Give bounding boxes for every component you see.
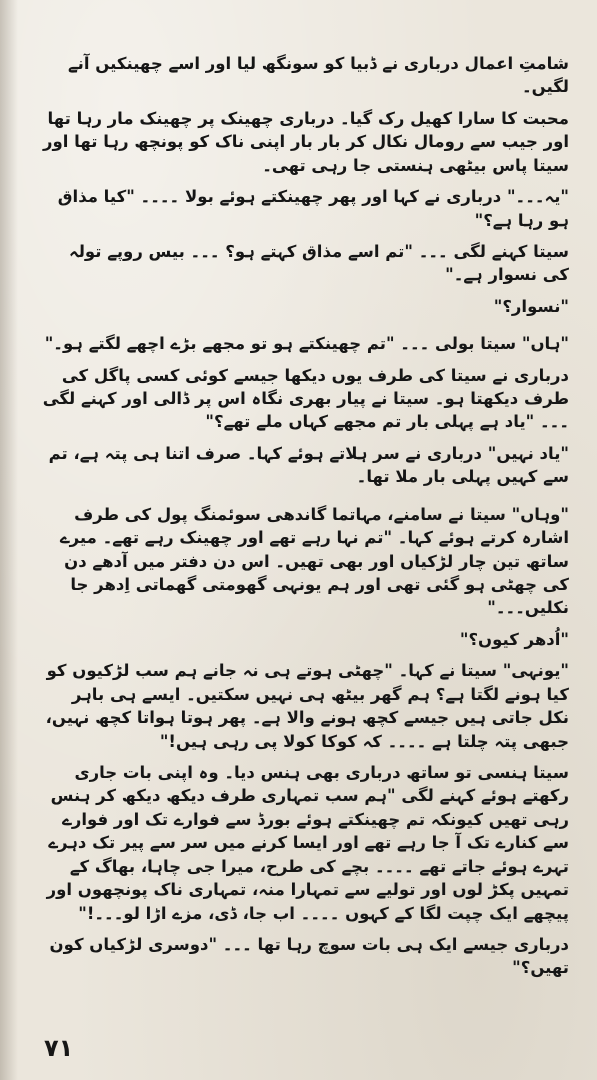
paragraph: "نسوار؟"	[493, 296, 569, 316]
paragraph: درباری نے سیتا کی طرف یوں دیکھا جیسے کوئی کسی پاگل کی طرف دیکھتا ہو۔ سیتا نے پیار بھری نگاہ اس پر ڈالی اور کہنے لگی ۔۔۔ "یاد ہے پہلی بار تم مجھے کہاں ملے تھے؟"	[42, 365, 569, 432]
paragraph: درباری جیسے ایک ہی بات سوچ رہا تھا ۔۔۔ "دوسری لڑکیاں کون تھیں؟"	[49, 934, 569, 978]
page-text	[40, 52, 569, 988]
paragraph: "یہ۔۔۔" درباری نے کہا اور پھر چھینکتے ہوئے بولا ۔۔۔۔ "کیا مذاق ہو رہا ہے؟"	[57, 187, 569, 230]
paragraph: سیتا ہنسی تو ساتھ درباری بھی ہنس دیا۔ وہ اپنی بات جاری رکھتے ہوئے کہنے لگی "ہم سب تمہاری طرف دیکھ دیکھ کر ہنس رہی تھیں کیونکہ تم چھینکتے ہوئے بورڈ سے فوارے تک اور فوارے سے کنارے تک آ جا رہے تھے اور ایسا کرنے میں سر سے پیر تک دہرے تہرے ہوئے جاتے تھے ۔۔۔۔ بچے کی طرح، میرا جی چاہا، بھاگ کے تمہیں پکڑ لوں اور تولیے سے تمہارا منہ، تمہاری ناک پونچھوں اور پیچھے ایک چپت لگا کے کہوں ۔۔۔۔ اب جا، ڈی، مزے اڑا لو۔۔۔!"	[46, 762, 569, 923]
page-number: ۷۱	[44, 1034, 74, 1062]
paragraph: "یاد نہیں" درباری نے سر ہلاتے ہوئے کہا۔ صرف اتنا ہی پتہ ہے، تم سے کہیں پہلی بار ملا تھا۔	[48, 443, 569, 487]
paragraph: شامتِ اعمال درباری نے ڈبیا کو سونگھ لیا اور اسے چھینکیں آنے لگیں۔	[68, 54, 569, 97]
paragraph: محبت کا سارا کھیل رک گیا۔ درباری چھینک پر چھینک مار رہا تھا اور جیب سے رومال نکال کر بار بار اپنی ناک کو پونچھ رہا تھا اور سیتا پاس بیٹھی ہنستی جا رہی تھی۔	[43, 108, 569, 175]
paragraph: "ہاں" سیتا بولی ۔۔۔ "تم چھینکتے ہو تو مجھے بڑے اچھے لگتے ہو۔"	[44, 334, 569, 354]
paragraph: "یونہی" سیتا نے کہا۔ "چھٹی ہوتے ہی نہ جانے ہم سب لڑکیوں کو کیا ہونے لگتا ہے؟ ہم گھر بیٹھ ہی نہیں سکتیں۔ ایسے ہی باہر نکل جاتی ہیں جیسے کچھ ہونے والا ہے۔ پھر ہوتا ہواتا کچھ نہیں، جبھی پتہ چلتا ہے ۔۔۔۔ کہ کوکا کولا پی رہی ہیں!"	[45, 661, 569, 751]
paragraph: "اُدھر کیوں؟"	[459, 629, 569, 649]
paragraph: سیتا کہنے لگی ۔۔۔ "تم اسے مذاق کہتے ہو؟ ۔۔۔ بیس روپے تولہ کی نسوار ہے۔"	[69, 241, 569, 285]
paragraph: "وہاں" سیتا نے سامنے، مہاتما گاندھی سوئمنگ پول کی طرف اشارہ کرتے ہوئے کہا۔ "تم نہا رہے تھے اور چھینک رہے تھے۔ میرے ساتھ تین چار لڑکیاں اور بھی تھیں۔ اس دن دفتر میں آدھے دن کی چھٹی ہو گئی تھی اور ہم یونہی گھومتی گھماتی اِدھر جا نکلیں۔۔۔"	[60, 504, 569, 618]
